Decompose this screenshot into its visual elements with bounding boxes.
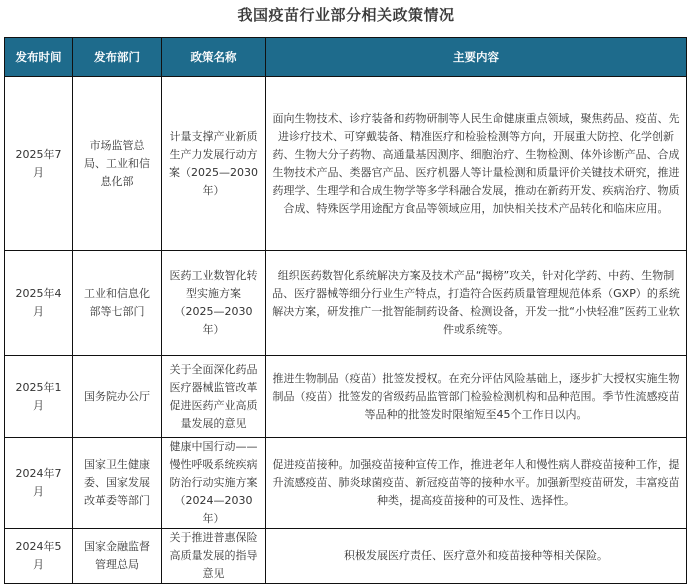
cell-main-content: 推进生物制品（疫苗）批签发授权。在充分评估风险基础上，逐步扩大授权实施生物制品（疫苗）批签发的省级药品监管部门检验检测机构和品种范围。季节性流感疫苗等品种的批签发时限缩短至45个工作日以内。 bbox=[266, 356, 687, 438]
cell-date: 2024年7月 bbox=[5, 438, 73, 529]
header-department: 发布部门 bbox=[73, 38, 162, 77]
cell-policy-name: 医药工业数智化转型实施方案（2025—2030年） bbox=[162, 251, 266, 356]
header-main-content: 主要内容 bbox=[266, 38, 687, 77]
cell-policy-name: 关于全面深化药品医疗器械监管改革促进医药产业高质量发展的意见 bbox=[162, 356, 266, 438]
cell-policy-name: 计量支撑产业新质生产力发展行动方案（2025—2030年） bbox=[162, 77, 266, 251]
cell-date: 2025年7月 bbox=[5, 77, 73, 251]
cell-main-content: 组织医药数智化系统解决方案及技术产品“揭榜”攻关，针对化学药、中药、生物制品、医疗器械等细分行业生产特点，打造符合医药质量管理规范体系（GXP）的系统解决方案，研发推广一批智能制药设备、检测设备，开发一批“小快轻准”医药工业软件或系统等。 bbox=[266, 251, 687, 356]
cell-main-content: 促进疫苗接种。加强疫苗接种宣传工作，推进老年人和慢性病人群疫苗接种工作，提升流感疫苗、肺炎球菌疫苗、新冠疫苗等的接种水平。加强新型疫苗研发，丰富疫苗种类，提高疫苗接种的可及性、选择性。 bbox=[266, 438, 687, 529]
table-row bbox=[5, 529, 687, 584]
cell-department: 国务院办公厅 bbox=[73, 356, 162, 438]
cell-policy-name: 关于推进普惠保险高质量发展的指导意见 bbox=[162, 529, 266, 584]
page-title: 我国疫苗行业部分相关政策情况 bbox=[237, 6, 455, 24]
cell-main-content: 积极发展医疗责任、医疗意外和疫苗接种等相关保险。 bbox=[266, 529, 687, 584]
cell-department: 国家金融监督管理总局 bbox=[73, 529, 162, 584]
table-header-row bbox=[5, 38, 687, 77]
cell-policy-name: 健康中国行动——慢性呼吸系统疾病防治行动实施方案（2024—2030年） bbox=[162, 438, 266, 529]
policy-table bbox=[4, 37, 687, 584]
cell-department: 工业和信息化部等七部门 bbox=[73, 251, 162, 356]
cell-main-content: 面向生物技术、诊疗装备和药物研制等人民生命健康重点领域，聚焦药品、疫苗、先进诊疗技术、可穿戴装备、精准医疗和检验检测等方向，开展重大防控、化学创新药、生物大分子药物、高通量基因测序、细胞治疗、生物检测、体外诊断产品、合成生物技术产品、类器官产品、医疗机器人等计量检测和质量评价关键技术研究，推进药理学、生理学和合成生物学等多学科融合发展，推动在新药开发、疾病治疗、物质合成、特殊医学用途配方食品等领域应用，加快相关技术产品转化和临床应用。 bbox=[266, 77, 687, 251]
header-date: 发布时间 bbox=[5, 38, 73, 77]
cell-date: 2025年1月 bbox=[5, 356, 73, 438]
table-row bbox=[5, 438, 687, 529]
cell-department: 国家卫生健康委、国家发展改革委等部门 bbox=[73, 438, 162, 529]
table-row bbox=[5, 77, 687, 251]
cell-date: 2024年5月 bbox=[5, 529, 73, 584]
cell-department: 市场监管总局、工业和信息化部 bbox=[73, 77, 162, 251]
header-policy-name: 政策名称 bbox=[162, 38, 266, 77]
cell-date: 2025年4月 bbox=[5, 251, 73, 356]
table-row bbox=[5, 251, 687, 356]
table-row bbox=[5, 356, 687, 438]
